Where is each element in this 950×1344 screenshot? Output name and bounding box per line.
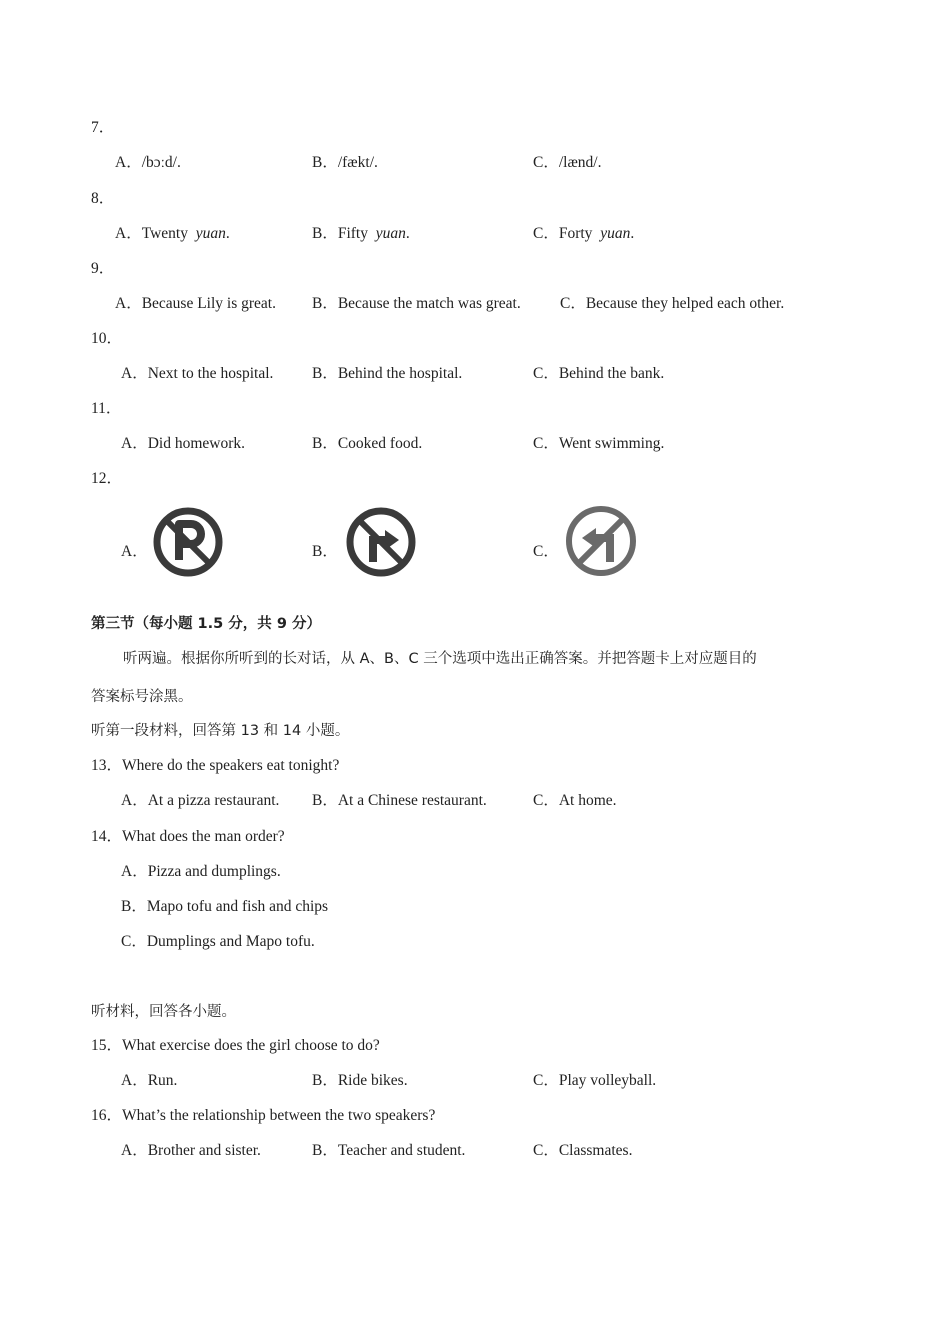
option-9c[interactable]: C．Because they helped each other. bbox=[560, 295, 785, 312]
section-title: 第三节（每小题 1.5 分，共 9 分） bbox=[91, 616, 321, 632]
option-8b[interactable] bbox=[312, 224, 410, 244]
option-11a[interactable]: A．Did homework. bbox=[121, 435, 245, 452]
option-9b[interactable]: B．Because the match was great. bbox=[312, 295, 521, 312]
no-parking-icon[interactable] bbox=[152, 506, 224, 578]
option-14b[interactable]: B．Mapo tofu and fish and chips bbox=[121, 898, 329, 915]
no-right-turn-icon[interactable] bbox=[345, 506, 417, 578]
option-8b-text: B．Fifty bbox=[312, 225, 368, 242]
option-7b[interactable]: B．/fækt/. bbox=[312, 154, 378, 171]
option-13c[interactable]: C．At home. bbox=[533, 792, 617, 809]
option-8a-suffix: . bbox=[225, 225, 230, 242]
option-16b[interactable]: B．Teacher and student. bbox=[312, 1142, 466, 1159]
option-12a[interactable]: A． bbox=[121, 543, 148, 560]
group2-intro: 听材料，回答各小题。 bbox=[91, 1004, 236, 1020]
option-10c[interactable]: C．Behind the bank. bbox=[533, 365, 665, 382]
no-left-turn-icon[interactable] bbox=[564, 504, 638, 578]
option-10b[interactable]: B．Behind the hospital. bbox=[312, 365, 463, 382]
option-11c[interactable]: C．Went swimming. bbox=[533, 435, 665, 452]
group1-intro: 听第一段材料，回答第 13 和 14 小题。 bbox=[91, 723, 350, 739]
option-15a[interactable]: A．Run. bbox=[121, 1072, 178, 1089]
question-16-stem: 16．What’s the relationship between the two speakers? bbox=[91, 1107, 436, 1124]
option-8c-unit: yuan bbox=[600, 225, 631, 242]
option-10a[interactable]: A．Next to the hospital. bbox=[121, 365, 274, 382]
option-14a[interactable]: A．Pizza and dumplings. bbox=[121, 863, 281, 880]
section-instruction-line1: 听两遍。根据你所听到的长对话，从 A、B、C 三个选项中选出正确答案。并把答题卡上对应题目的 bbox=[123, 651, 757, 667]
option-13a[interactable]: A．At a pizza restaurant. bbox=[121, 792, 280, 809]
option-16c[interactable]: C．Classmates. bbox=[533, 1142, 633, 1159]
question-15-stem: 15．What exercise does the girl choose to do? bbox=[91, 1037, 380, 1054]
option-8b-unit: yuan bbox=[375, 225, 406, 242]
option-8c-text: C．Forty bbox=[533, 225, 593, 242]
option-8c[interactable] bbox=[533, 224, 634, 244]
option-15b[interactable]: B．Ride bikes. bbox=[312, 1072, 408, 1089]
question-number-11: 11． bbox=[91, 400, 122, 417]
option-12b[interactable]: B． bbox=[312, 543, 338, 560]
option-8c-suffix: . bbox=[630, 225, 635, 242]
question-14-stem: 14．What does the man order? bbox=[91, 828, 285, 845]
option-8a[interactable] bbox=[115, 224, 230, 244]
option-9a[interactable]: A．Because Lily is great. bbox=[115, 295, 276, 312]
option-11b[interactable]: B．Cooked food. bbox=[312, 435, 423, 452]
question-number-10: 10． bbox=[91, 330, 123, 347]
option-15c[interactable]: C．Play volleyball. bbox=[533, 1072, 657, 1089]
option-12c[interactable]: C． bbox=[533, 543, 559, 560]
option-8b-suffix: . bbox=[405, 225, 410, 242]
question-number-7: 7． bbox=[91, 119, 115, 136]
section-instruction-line2: 答案标号涂黑。 bbox=[91, 689, 193, 705]
question-number-8: 8． bbox=[91, 190, 115, 207]
option-14c[interactable]: C．Dumplings and Mapo tofu. bbox=[121, 933, 315, 950]
option-13b[interactable]: B．At a Chinese restaurant. bbox=[312, 792, 487, 809]
question-number-9: 9． bbox=[91, 260, 115, 277]
option-8a-unit: yuan bbox=[195, 225, 226, 242]
question-number-12: 12． bbox=[91, 470, 123, 487]
option-7c[interactable]: C．/lænd/. bbox=[533, 154, 602, 171]
question-13-stem: 13．Where do the speakers eat tonight? bbox=[91, 757, 340, 774]
option-16a[interactable]: A．Brother and sister. bbox=[121, 1142, 261, 1159]
option-8a-text: A．Twenty bbox=[115, 225, 188, 242]
option-7a[interactable]: A．/bɔːd/. bbox=[115, 154, 181, 171]
